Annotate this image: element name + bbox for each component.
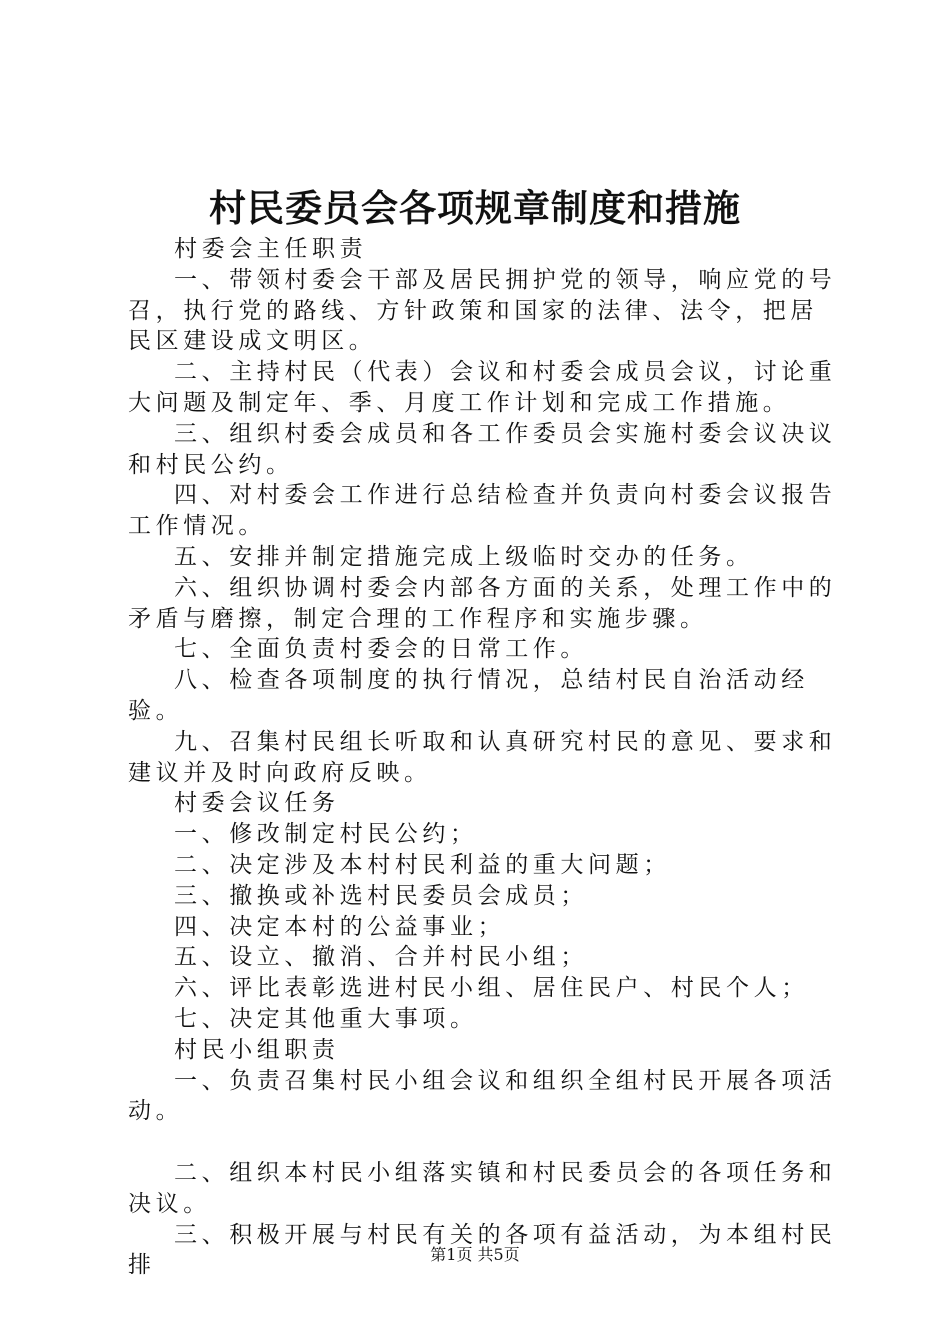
section-heading: 村委会议任务 bbox=[174, 790, 340, 817]
paragraph: 一、带领村委会干部及居民拥护党的领导，响应党的号召，执行党的路线、方针政策和国家的法律、法令，把居民区建设成文明区。 bbox=[128, 266, 837, 355]
paragraph: 三、撤换或补选村民委员会成员； bbox=[174, 882, 588, 909]
paragraph: 三、积极开展与村民有关的各项有益活动，为本组村民排 bbox=[128, 1221, 837, 1279]
paragraph: 三、组织村委会成员和各工作委员会实施村委会议决议和村民公约。 bbox=[128, 420, 837, 478]
paragraph: 八、检查各项制度的执行情况，总结村民自治活动经验。 bbox=[128, 667, 809, 724]
paragraph: 二、决定涉及本村村民利益的重大问题； bbox=[174, 851, 671, 878]
paragraph: 六、评比表彰选进村民小组、居住民户、村民个人； bbox=[174, 975, 809, 1002]
section-heading: 村委会主任职责 bbox=[174, 236, 368, 262]
paragraph: 五、安排并制定措施完成上级临时交办的任务。 bbox=[174, 543, 754, 570]
paragraph: 四、决定本村的公益事业； bbox=[174, 913, 506, 940]
paragraph: 九、召集村民组长听取和认真研究村民的意见、要求和建议并及时向政府反映。 bbox=[128, 728, 837, 786]
paragraph: 五、设立、撤消、合并村民小组； bbox=[174, 944, 588, 971]
section-heading: 村民小组职责 bbox=[174, 1036, 340, 1063]
document-body bbox=[128, 234, 838, 1281]
page-footer: 第1页 共5页 bbox=[430, 1245, 520, 1264]
paragraph: 四、对村委会工作进行总结检查并负责向村委会议报告工作情况。 bbox=[128, 482, 837, 540]
paragraph: 二、组织本村民小组落实镇和村民委员会的各项任务和决议。 bbox=[128, 1159, 837, 1217]
paragraph: 一、修改制定村民公约； bbox=[174, 821, 478, 848]
document-title: 村民委员会各项规章制度和措施 bbox=[209, 186, 741, 230]
paragraph: 六、组织协调村委会内部各方面的关系，处理工作中的矛盾与磨擦，制定合理的工作程序和实施步骤。 bbox=[128, 574, 837, 632]
paragraph: 一、负责召集村民小组会议和组织全组村民开展各项活动。 bbox=[128, 1067, 837, 1125]
paragraph: 二、主持村民（代表）会议和村委会成员会议，讨论重大问题及制定年、季、月度工作计划和完成工作措施。 bbox=[128, 359, 837, 416]
paragraph: 七、决定其他重大事项。 bbox=[174, 1005, 478, 1032]
paragraph: 七、全面负责村委会的日常工作。 bbox=[174, 636, 588, 663]
